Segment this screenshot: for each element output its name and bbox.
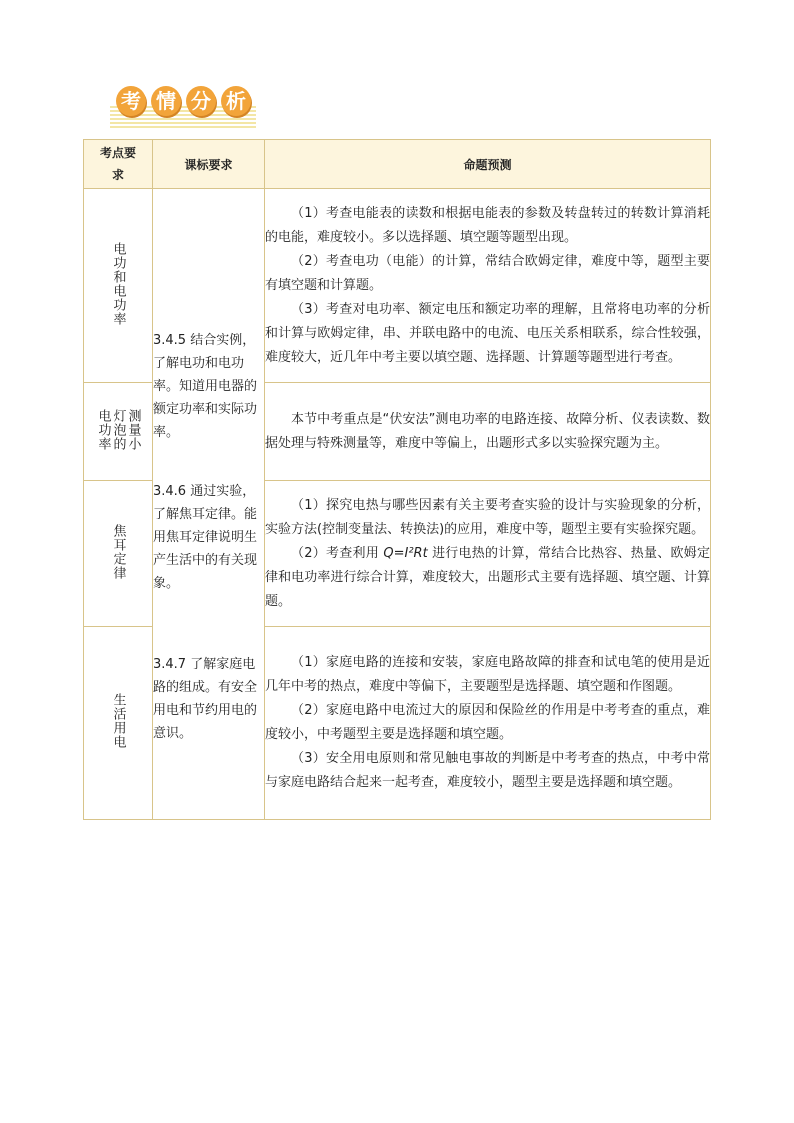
banner-char: 情: [151, 86, 181, 116]
topic-cell: [84, 481, 153, 627]
analysis-table: [83, 139, 711, 820]
text-span: （2）考查利用: [291, 545, 384, 561]
header-row: [84, 140, 711, 189]
prediction-cell: [265, 383, 711, 481]
prediction-paragraph: [265, 542, 710, 614]
requirements-cell: [153, 189, 265, 820]
prediction-paragraph: （2）家庭电路中电流过大的原因和保险丝的作用是中考考查的重点，难度较小，中考题型主要是选择题和填空题。: [265, 703, 710, 742]
prediction-cell: [265, 627, 711, 820]
topic-label: 电功和电功率: [110, 241, 126, 326]
topic-cell: [84, 189, 153, 383]
header-yuce: 命题预测: [265, 140, 711, 189]
requirement-item: 3.4.6 通过实验，了解焦耳定律。能用焦耳定律说明生产生活中的有关现象。: [153, 484, 258, 591]
prediction-paragraph: （1）家庭电路的连接和安装，家庭电路故障的排查和试电笔的使用是近几年中考的热点，难度中等偏下，主要题型是选择题、填空题和作图题。: [265, 655, 710, 694]
prediction-paragraph: 本节中考重点是“伏安法”测电功率的电路连接、故障分析、仪表读数、数据处理与特殊测量等，难度中等偏上，出题形式多以实验探究题为主。: [265, 411, 710, 451]
banner-char: 考: [116, 86, 146, 116]
prediction-paragraph: （1）考查电能表的读数和根据电能表的参数及转盘转过的转数计算消耗的电能，难度较小。多以选择题、填空题等题型出现。: [265, 205, 710, 245]
requirement-item: 3.4.7 了解家庭电路的组成。有安全用电和节约用电的意识。: [153, 657, 258, 741]
banner-char: 分: [186, 86, 216, 116]
topic-label: 测量小灯泡的电功率: [95, 408, 141, 451]
section-banner: [108, 80, 256, 132]
topic-cell: [84, 627, 153, 820]
prediction-paragraph: （1）探究电热与哪些因素有关主要考查实验的设计与实验现象的分析，实验方法(控制变量法、转换法)的应用，难度中等，题型主要有实验探究题。: [265, 497, 710, 537]
prediction-cell: [265, 189, 711, 383]
topic-cell: [84, 383, 153, 481]
text-span: 进行电热的计算，常结合比热容、热量、欧姆定律和电功率进行综合计算，难度较大，出题形式主要有选择题、填空题、计算题。: [265, 545, 710, 609]
prediction-paragraph: （2）考查电功（电能）的计算，常结合欧姆定律，难度中等，题型主要有填空题和计算题。: [265, 253, 710, 293]
banner-char: 析: [221, 86, 251, 116]
requirement-item: 3.4.5 结合实例，了解电功和电功率。知道用电器的额定功率和实际功率。: [153, 333, 258, 440]
formula: Q=I²Rt: [383, 545, 428, 561]
prediction-paragraph: （3）安全用电原则和常见触电事故的判断是中考考查的热点，中考中常与家庭电路结合起来一起考查，难度较小，题型主要是选择题和填空题。: [265, 751, 710, 790]
topic-label: 焦耳定律: [110, 523, 126, 580]
header-kaodian: 考点要求: [84, 140, 153, 189]
header-kebiao: 课标要求: [153, 140, 265, 189]
table-row: [84, 189, 711, 383]
prediction-paragraph: （3）考查对电功率、额定电压和额定功率的理解，且常将电功率的分析和计算与欧姆定律，串、并联电路中的电流、电压关系相联系，综合性较强，难度较大，近几年中考主要以填空题、选择题、计算题等题型进行考查。: [265, 301, 710, 365]
topic-label: 生活用电: [110, 693, 126, 749]
prediction-cell: [265, 481, 711, 627]
